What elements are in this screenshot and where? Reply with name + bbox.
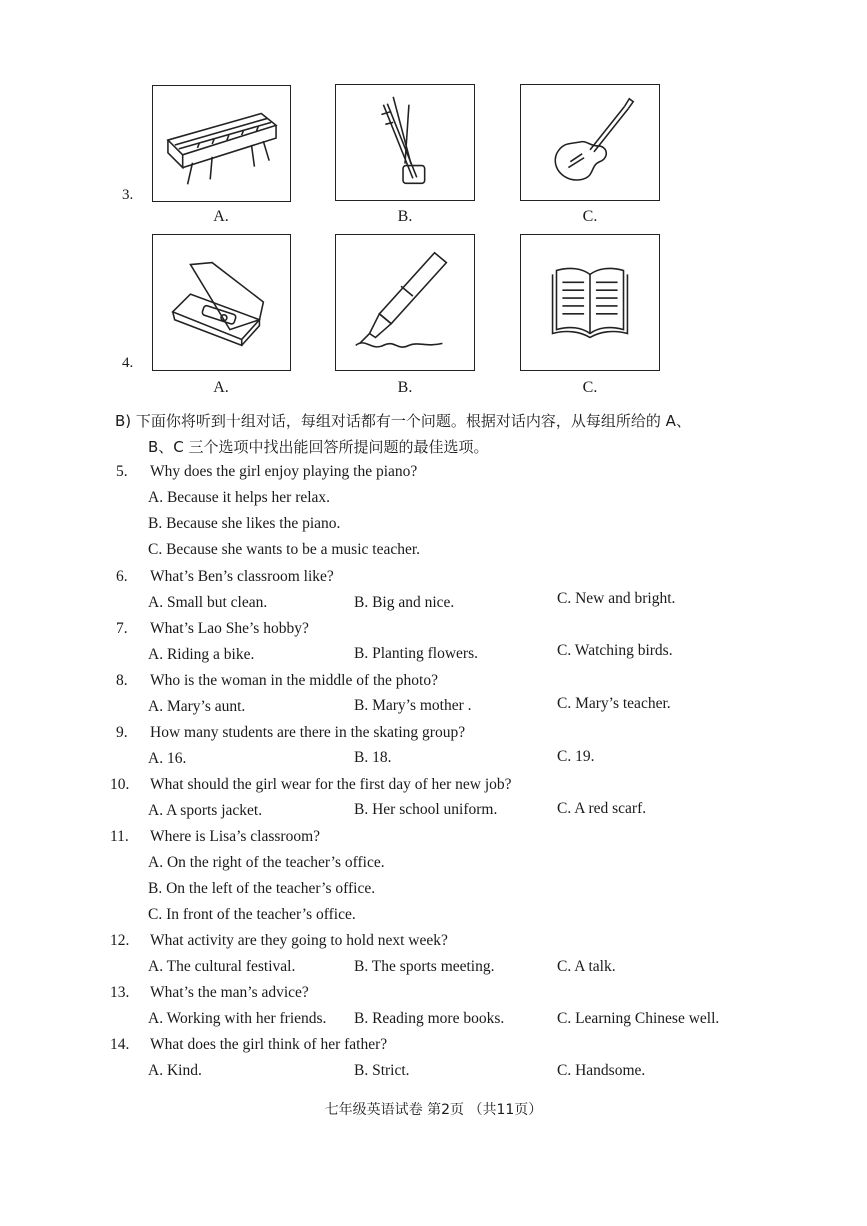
question-10-option-a[interactable]: A. A sports jacket. [148,802,263,819]
question-12-number: 12. [110,932,130,949]
question-9-option-b[interactable]: B. 18. [354,749,392,766]
question-9-option-a[interactable]: A. 16. [148,750,187,767]
question-7-number: 7. [116,620,128,637]
question-6-number: 6. [116,568,128,585]
option-3a-label: A. [213,208,229,225]
option-4b-label: B. [397,379,413,396]
question-11-option-a[interactable]: A. On the right of the teacher’s office. [148,854,385,871]
question-5-option-b[interactable]: B. Because she likes the piano. [148,515,341,532]
option-3b-label: B. [397,208,413,225]
option-3b-image[interactable] [335,84,475,201]
question-5-option-c[interactable]: C. Because she wants to be a music teacher. [148,541,421,558]
question-13-option-b[interactable]: B. Reading more books. [354,1010,505,1027]
question-11-text: Where is Lisa’s classroom? [150,828,321,845]
question-12-option-a[interactable]: A. The cultural festival. [148,958,296,975]
question-6-option-a[interactable]: A. Small but clean. [148,594,268,611]
question-10-number: 10. [110,776,130,793]
question-13-option-a[interactable]: A. Working with her friends. [148,1010,327,1027]
question-14-option-c[interactable]: C. Handsome. [557,1062,646,1079]
question-6-option-b[interactable]: B. Big and nice. [354,594,455,611]
question-11-option-b[interactable]: B. On the left of the teacher’s office. [148,880,376,897]
option-4c-label: C. [582,379,598,396]
question-8-option-a[interactable]: A. Mary’s aunt. [148,698,246,715]
question-14-text: What does the girl think of her father? [150,1036,388,1053]
question-4-number: 4. [122,355,134,371]
question-11-option-c[interactable]: C. In front of the teacher’s office. [148,906,356,923]
question-5-number: 5. [116,463,128,480]
question-9-text: How many students are there in the skating group? [150,724,466,741]
question-8-text: Who is the woman in the middle of the photo? [150,672,438,689]
page-footer-text: 七年级英语试卷 第2页 （共11页） [324,1102,543,1118]
option-3a-image[interactable] [152,85,291,202]
question-6-text: What’s Ben’s classroom like? [150,568,334,585]
question-14-option-b[interactable]: B. Strict. [354,1062,410,1079]
question-10-option-c[interactable]: C. A red scarf. [557,800,647,817]
question-14-option-a[interactable]: A. Kind. [148,1062,202,1079]
section-b-instruction-line1: B) 下面你将听到十组对话，每组对话都有一个问题。根据对话内容，从每组所给的 A、 [115,412,691,430]
question-7-option-b[interactable]: B. Planting flowers. [354,645,478,662]
question-5-option-a[interactable]: A. Because it helps her relax. [148,489,331,506]
guzheng-icon [153,86,290,201]
question-14-number: 14. [110,1036,130,1053]
question-7-text: What’s Lao She’s hobby? [150,620,309,637]
question-7-option-c[interactable]: C. Watching birds. [557,642,673,659]
open-book-icon [521,235,659,370]
question-8-number: 8. [116,672,128,689]
section-b-instruction-line2: B、C 三个选项中找出能回答所提问题的最佳选项。 [148,438,489,456]
question-13-number: 13. [110,984,130,1001]
question-12-option-c[interactable]: C. A talk. [557,958,616,975]
page-footer [0,1099,867,1119]
question-8-option-b[interactable]: B. Mary’s mother . [354,697,472,714]
question-10-option-b[interactable]: B. Her school uniform. [354,801,498,818]
question-6-option-c[interactable]: C. New and bright. [557,590,676,607]
option-3c-label: C. [582,208,598,225]
question-7-option-a[interactable]: A. Riding a bike. [148,646,255,663]
option-4a-label: A. [213,379,229,396]
question-8-option-c[interactable]: C. Mary’s teacher. [557,695,671,712]
question-9-number: 9. [116,724,128,741]
question-13-text: What’s the man’s advice? [150,984,309,1001]
option-4a-image[interactable] [152,234,291,371]
question-10-text: What should the girl wear for the first day of her new job? [150,776,512,793]
option-4c-image[interactable] [520,234,660,371]
question-13-option-c[interactable]: C. Learning Chinese well. [557,1010,720,1027]
electric-guitar-icon [521,85,659,200]
question-11-number: 11. [110,828,129,845]
erhu-icon [336,85,474,200]
question-3-number: 3. [122,187,134,203]
fountain-pen-icon [336,235,474,370]
question-5-text: Why does the girl enjoy playing the piano? [150,463,418,480]
question-9-option-c[interactable]: C. 19. [557,748,595,765]
option-4b-image[interactable] [335,234,475,371]
question-12-option-b[interactable]: B. The sports meeting. [354,958,495,975]
question-12-text: What activity are they going to hold next week? [150,932,448,949]
pencil-case-icon [153,235,290,370]
option-3c-image[interactable] [520,84,660,201]
